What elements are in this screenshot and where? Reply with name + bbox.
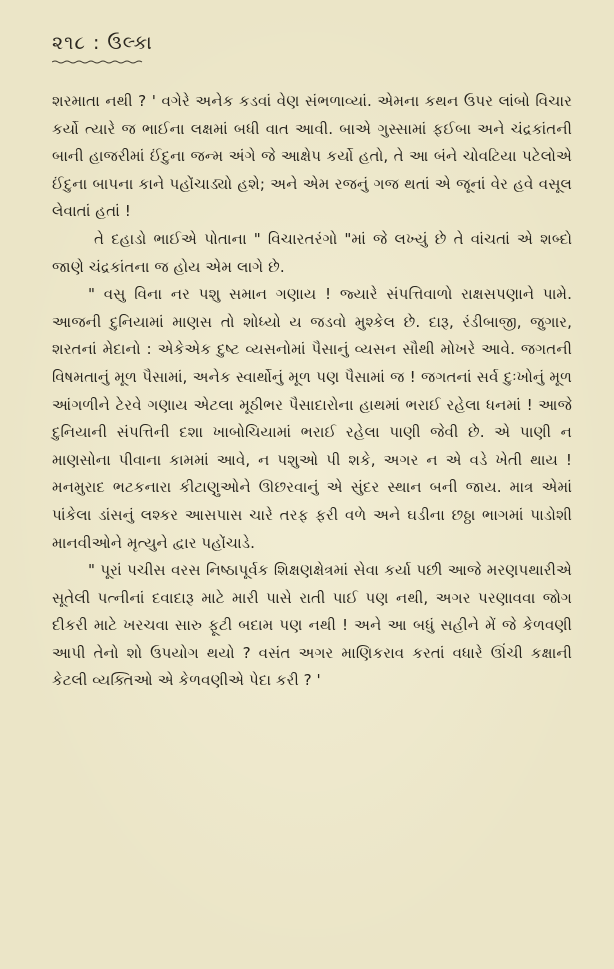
paragraph-continued: શરમાતા નથી ? ' વગેરે અનેક કડવાં વેણ સંભળાવ્યાં. એમના કથન ઉપર લાંબો વિચાર કર્યો ત્યારે જ ભાઈના લક્ષમાં બધી વાત આવી. બાએ ગુસ્સામાં ફઈબા અને ચંદ્રકાંતની બાની હાજરીમાં ઈંદુના જન્મ અંગે જે આક્ષેપ કર્યો હતો, તે આ બંને ચોવટિયા પટેલોએ ઈંદુના બાપના કાને પહોંચાડ્યો હશે; અને એમ રજનું ગજ થતાં એ જૂનાં વેર હવે વસૂલ લેવાતાં હતાં ! [52,92,572,221]
header-separator: : [92,32,101,54]
quoted-paragraph: " વસુ વિના નર પશુ સમાન ગણાય ! જ્યારે સંપત્તિવાળો રાક્ષસપણાને પામે. આજની દુનિયામાં માણસ તો શોધ્યો ય જડવો મુશ્કેલ છે. દારૂ, રંડીબાજી, જુગાર, શરતનાં મેદાનો : એકેએક દુષ્ટ વ્યસનોમાં પૈસાનું વ્યસન સૌથી મોખરે આવે. જગતની વિષમતાનું મૂળ પૈસામાં, અનેક સ્વાર્થોનું મૂળ પણ પૈસામાં જ ! જગતનાં સર્વ દુઃખોનું મૂળ આંગળીને ટેરવે ગણાય એટલા મૂઠીભર પૈસાદારોના હાથમાં ભરાઈ રહેલા ધનમાં ! આજે દુનિયાની સંપત્તિની દશા ખાબોચિયામાં ભરાઈ રહેલા પાણી જેવી છે. એ પાણી ન માણસોના પીવાના કામમાં આવે, ન પશુઓ પી શકે, અગર ન એ વડે ખેતી થાય ! મનમુરાદ ભટકનારા કીટાણુઓને ઊછરવાનું એ સુંદર સ્થાન બની જાય. માત્ર એમાં પાંકેલા ડાંસનું લશ્કર આસપાસ ચારે તરફ ફરી વળે અને ઘડીના છઠ્ઠા ભાગમાં પાડોશી માનવીઓને મૃત્યુને દ્વાર પહોંચાડે. [52,285,572,552]
paragraph: તે દહાડો ભાઈએ પોતાના " વિચારતરંગો "માં જે લખ્યું છે તે વાંચતાં એ શબ્દો જાણે ચંદ્રકાંતના જ હોય એમ લાગે છે. [52,229,572,276]
running-header [52,32,153,54]
page-number: ૨૧૮ [52,32,86,54]
body-text [52,88,572,695]
header-wavy-rule [52,60,144,64]
quoted-paragraph: " પૂરાં પચીસ વરસ નિષ્ઠાપૂર્વક શિક્ષણક્ષેત્રમાં સેવા કર્યા પછી આજે મરણપથારીએ સૂતેલી પત્નીનાં દવાદારૂ માટે મારી પાસે રાતી પાઈ પણ નથી, અગર પરણાવવા જોગ દીકરી માટે ખરચવા સારુ ફૂટી બદામ પણ નથી ! અને આ બધું સહીને મેં જે કેળવણી આપી તેનો શો ઉપયોગ થયો ? વસંત અગર માણિકરાવ કરતાં વધારે ઊંચી કક્ષાની કેટલી વ્યક્તિઓ એ કેળવણીએ પેદા કરી ? ' [52,561,572,690]
book-title: ઉલ્કા [107,32,153,54]
